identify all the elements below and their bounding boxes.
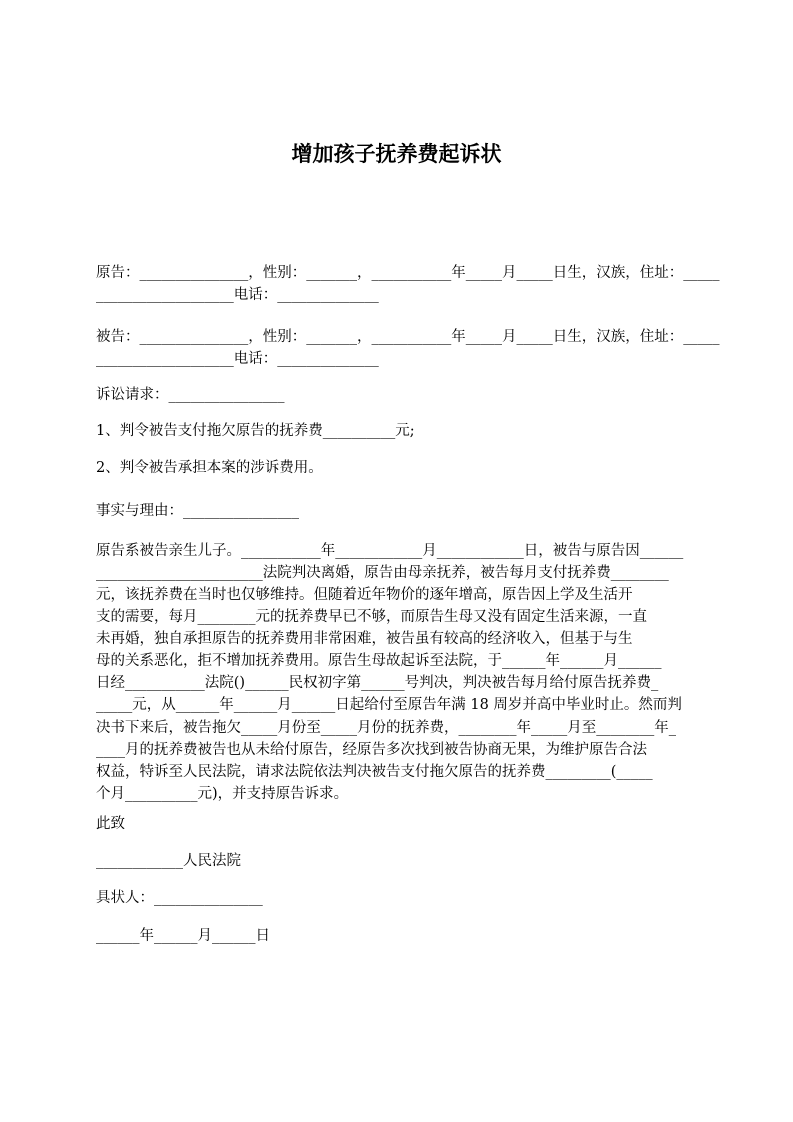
- salutation: 此致: [96, 816, 125, 832]
- facts-heading: 事实与理由：________________: [96, 503, 299, 519]
- plaintiff-line-2: ___________________电话：______________: [96, 287, 379, 303]
- facts-line: 元，该抚养费在当时也仅够维持。但随着近年物价的逐年增高，原告因上学及生活开: [96, 587, 633, 603]
- claim-2: 2、判令被告承担本案的涉诉费用。: [96, 460, 323, 476]
- facts-line: 母的关系恶化，拒不增加抚养费用。原告生母故起诉至法院，于______年______月______: [96, 653, 662, 669]
- claim-1: 1、判令被告支付拖欠原告的抚养费__________元;: [96, 423, 415, 439]
- claims-heading: 诉讼请求：________________: [96, 387, 285, 403]
- facts-line: ____月的抚养费被告也从未给付原告，经原告多次找到被告协商无果，为维护原告合法: [96, 742, 647, 758]
- facts-line: 支的需要，每月________元的抚养费早已不够，而原告生母又没有固定生活来源，一直: [96, 609, 647, 625]
- facts-line: 决书下来后，被告拖欠_____月份至_____月份的抚养费，________年_____月至________年_: [96, 720, 676, 736]
- facts-line: 日经___________法院()______民权初字第______号判决，判决被告每月给付原告抚养费_: [96, 675, 659, 691]
- date-line: ______年______月______日: [96, 928, 270, 944]
- document-title: 增加孩子抚养费起诉状: [291, 142, 502, 166]
- defendant-line-2: ___________________电话：______________: [96, 351, 379, 367]
- defendant-line-1: 被告：_______________，性别：_______，___________年_____月_____日生，汉族，住址：_____: [96, 329, 720, 345]
- facts-line: 未再婚，独自承担原告的抚养费用非常困难，被告虽有较高的经济收入，但基于与生: [96, 631, 633, 647]
- facts-line: _______________________法院判决离婚，原告由母亲抚养，被告每月支付抚养费________: [96, 565, 669, 581]
- facts-line: 权益，特诉至人民法院，请求法院依法判决被告支付拖欠原告的抚养费_________(_____: [96, 764, 653, 780]
- facts-line: 个月__________元)，并支持原告诉求。: [96, 786, 349, 802]
- court-name-line: ____________人民法院: [96, 853, 241, 869]
- facts-line: _____元，从______年______月______日起给付至原告年满 18 周岁并高中毕业时止。然而判: [96, 697, 682, 713]
- plaintiff-line-1: 原告：_______________，性别：_______，___________年_____月_____日生，汉族，住址：_____: [96, 265, 720, 281]
- facts-line: 原告系被告亲生儿子。___________年____________月____________日，被告与原告因______: [96, 543, 684, 559]
- signer-line: 具状人：_______________: [96, 890, 263, 906]
